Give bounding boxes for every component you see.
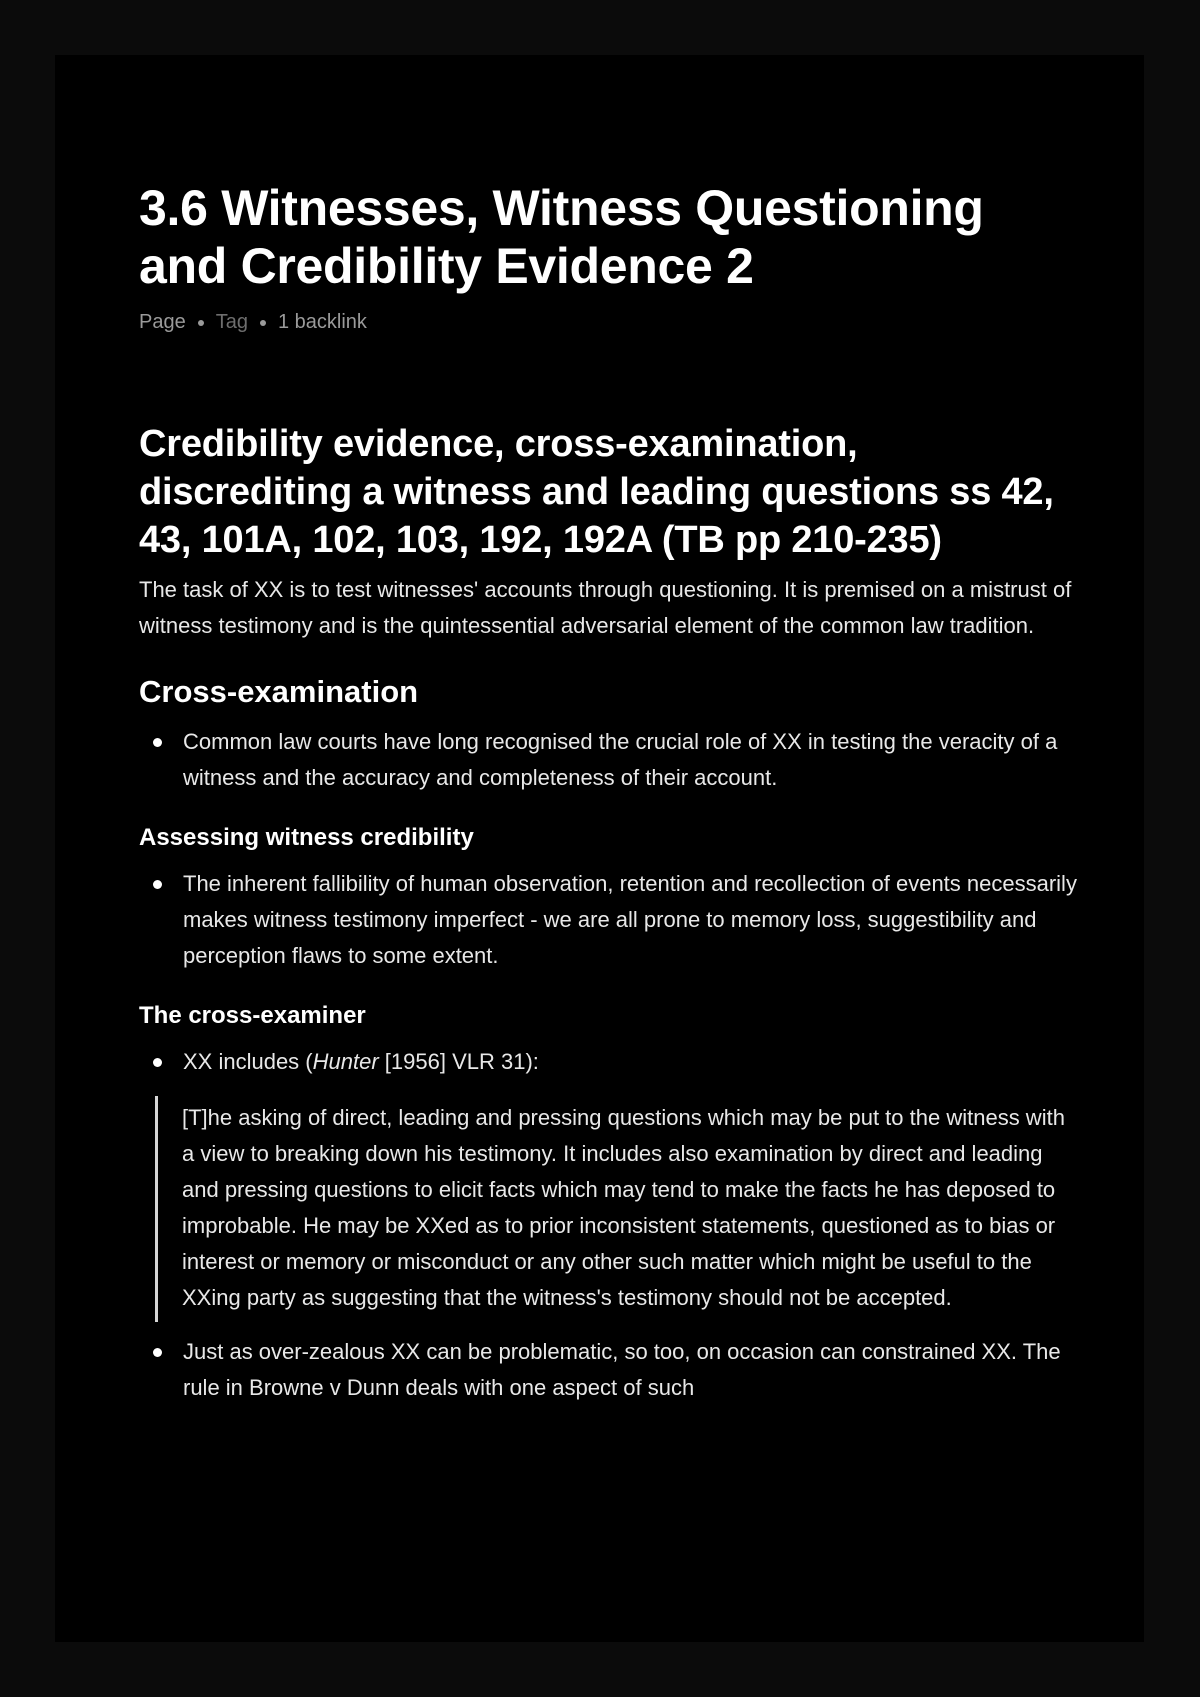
case-name: Hunter (312, 1049, 379, 1074)
cross-examiner-list (139, 1044, 1079, 1080)
backlinks-link[interactable]: 1 backlink (277, 311, 367, 333)
list-item-text: The inherent fallibility of human observation, retention and recollection of events necessarily makes witness testimony imperfect - we are all prone to memory loss, suggestibility and perception flaws to some extent. (183, 871, 1077, 968)
cross-examination-heading: Cross-examination (139, 674, 419, 709)
assessing-list (139, 866, 1079, 974)
bullet-icon (153, 1348, 162, 1357)
list-item-suffix: [1956] VLR 31): (378, 1049, 539, 1074)
list-item-text: Just as over-zealous XX can be problematic, so too, on occasion can constrained XX. The rule in Browne v Dunn deals with one aspect of such (183, 1339, 1061, 1400)
bullet-icon (153, 880, 162, 889)
separator-dot-icon (260, 320, 266, 326)
intro-paragraph: The task of XX is to test witnesses' accounts through questioning. It is premised on a mistrust of witness testimony and is the quintessential adversarial element of the common law tradition. (139, 577, 1072, 638)
list-item (139, 724, 1079, 796)
section-title: Credibility evidence, cross-examination, discrediting a witness and leading questions ss 42, 43, 101A, 102, 103, 192, 192A (TB pp 210-235) (139, 423, 1054, 561)
document-page (55, 55, 1144, 1642)
bullet-icon (153, 738, 162, 747)
page-title: 3.6 Witnesses, Witness Questioning and Credibility Evidence 2 (139, 180, 984, 294)
list-item (139, 1334, 1079, 1406)
list-item (139, 866, 1079, 974)
cross-examiner-list-continued (139, 1334, 1079, 1406)
list-item (139, 1044, 1079, 1080)
page-meta (139, 311, 1079, 334)
list-item-text: Common law courts have long recognised the crucial role of XX in testing the veracity of a witness and the accuracy and completeness of their account. (183, 729, 1058, 790)
tag-link[interactable]: Tag (215, 311, 248, 333)
document-content (139, 179, 1079, 1406)
cross-examiner-heading: The cross-examiner (139, 1002, 366, 1029)
assessing-credibility-heading: Assessing witness credibility (139, 824, 474, 851)
bullet-icon (153, 1058, 162, 1067)
page-type-label: Page (139, 311, 186, 333)
cross-examination-list (139, 724, 1079, 796)
list-item-prefix: XX includes ( (183, 1049, 313, 1074)
hunter-quote: [T]he asking of direct, leading and pressing questions which may be put to the witness with a view to breaking down his testimony. It includes also examination by direct and leading and pressing questions to elicit facts which may tend to make the facts he has deposed to improbable. He may be XXed as to prior inconsistent statements, questioned as to bias or interest or memory or misconduct or any other such matter which might be useful to the XXing party as suggesting that the witness's testimony should not be accepted. (155, 1096, 1079, 1322)
separator-dot-icon (198, 320, 204, 326)
